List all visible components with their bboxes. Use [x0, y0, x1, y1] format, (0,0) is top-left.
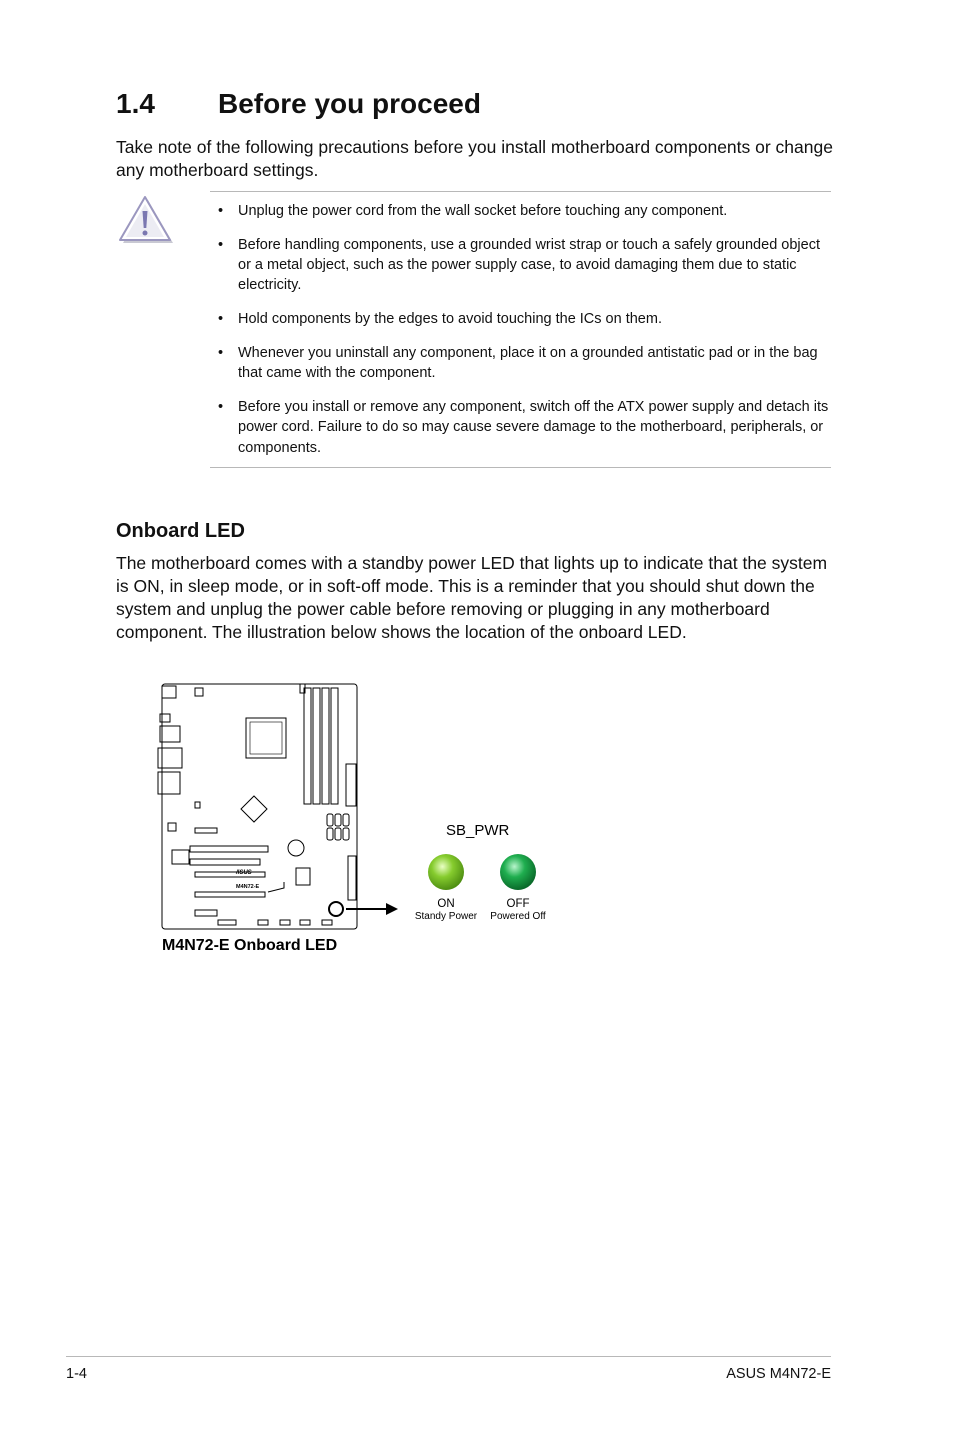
caution-bottom-rule: [210, 467, 831, 468]
onboard-led-title: Onboard LED: [116, 520, 245, 542]
led-off-indicator: [500, 854, 536, 890]
pointer-arrow-icon: [386, 903, 398, 915]
figure-caption: M4N72-E Onboard LED: [162, 937, 338, 954]
page-number: 1-4: [66, 1366, 87, 1382]
caution-list: [218, 201, 830, 471]
bullet-glyph: •: [218, 311, 224, 328]
section-title: Before you proceed: [218, 88, 481, 119]
led-on-desc: Standy Power: [414, 911, 478, 922]
caution-item: [218, 309, 830, 329]
caution-item-text: Whenever you uninstall any component, place it on a grounded antistatic pad or in the bag that came with the component.: [238, 344, 818, 382]
bullet-glyph: •: [218, 399, 224, 416]
caution-item-text: Unplug the power cord from the wall socket before touching any component.: [238, 203, 728, 219]
caution-item-text: Before handling components, use a grounded wrist strap or touch a safely grounded object or a metal object, such as the power supply case, to avoid damaging them due to static electricity.: [238, 236, 820, 294]
warning-triangle-icon: [117, 195, 175, 245]
caution-item-text: Hold components by the edges to avoid touching the ICs on them.: [238, 311, 662, 328]
bullet-glyph: •: [218, 203, 224, 219]
footer-rule: [66, 1356, 831, 1357]
caution-item: [218, 397, 830, 458]
caution-top-rule: [210, 191, 831, 192]
led-off-desc: Powered Off: [490, 911, 546, 922]
led-on-indicator: [428, 854, 464, 890]
onboard-led-figure: [150, 676, 570, 966]
led-off-state: OFF: [506, 898, 530, 910]
section-number: 1.4: [116, 88, 155, 119]
brand-label: /ISUS: [236, 870, 252, 876]
bullet-glyph: •: [218, 236, 224, 253]
led-label: SB_PWR: [446, 822, 510, 839]
led-on-state: ON: [437, 898, 455, 910]
section-heading: [116, 88, 481, 120]
motherboard-outline: [158, 684, 357, 929]
intro-paragraph: Take note of the following precautions before you install motherboard components or change any motherboard settings.: [116, 137, 833, 180]
board-label: M4N72-E: [236, 884, 260, 890]
caution-item: [218, 201, 830, 221]
product-name: ASUS M4N72-E: [726, 1366, 831, 1382]
caution-item: [218, 235, 830, 296]
onboard-led-text: The motherboard comes with a standby power LED that lights up to indicate that the system is ON, in sleep mode, or in soft-off mode. This is a reminder that you should shut down the system and unplug the power cable before removing or plugging in any motherboard component. The illustration below shows the location of the onboard LED.: [116, 553, 828, 642]
bullet-glyph: •: [218, 344, 224, 361]
caution-item: [218, 343, 830, 384]
caution-item-text: Before you install or remove any component, switch off the ATX power supply and detach its power cord. Failure to do so may cause severe damage to the motherboard, peripherals, or components.: [238, 399, 829, 456]
